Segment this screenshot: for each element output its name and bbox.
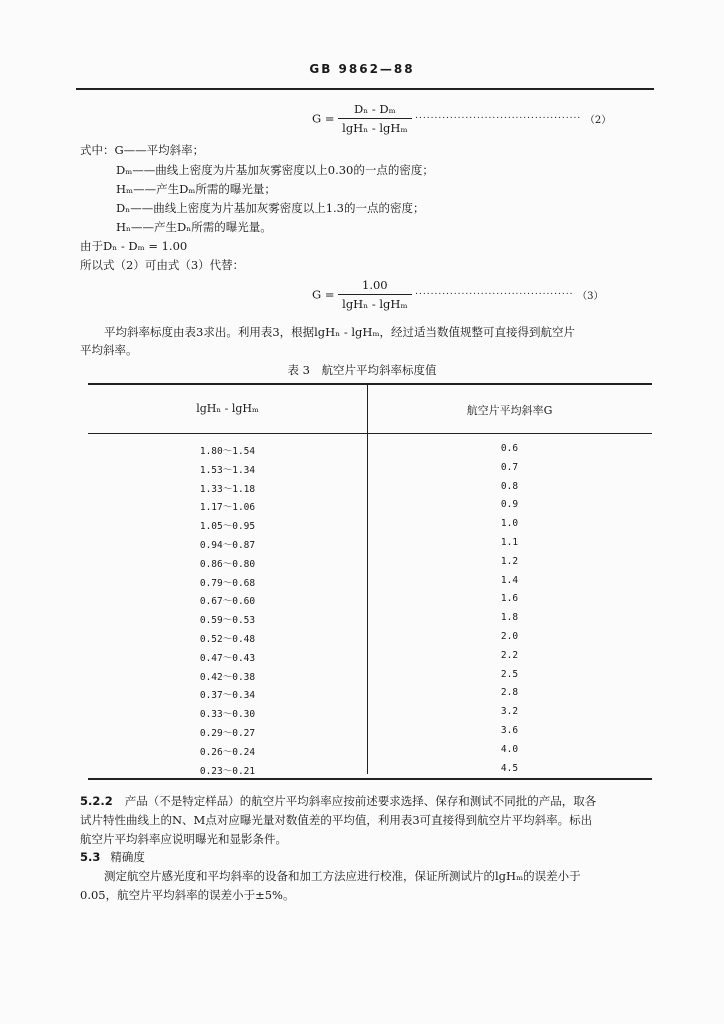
table-cell-range: 0.47～0.43	[199, 652, 256, 664]
table-cell-slope: 0.6	[500, 443, 519, 454]
formula-2-fraction	[338, 102, 411, 135]
replace-statement: 所以式（2）可由式（3）代替：	[80, 258, 245, 272]
table-cell-slope: 3.6	[500, 725, 519, 736]
formula-3-tag: （3）	[577, 291, 604, 302]
formula-3-lhs: G =	[312, 287, 335, 302]
section-5-2-2-line-2: 试片特性曲线上的N、M点对应曝光量对数值差的平均值，利用表3可直接得到航空片平均斜率。标出	[80, 813, 593, 827]
table-cell-range: 1.53～1.34	[199, 464, 256, 476]
table-row	[88, 687, 652, 706]
table-row	[88, 706, 652, 725]
table-cell-slope: 4.0	[500, 743, 519, 755]
table-row	[88, 481, 652, 500]
definitions-intro: 式中：G——平均斜率；	[80, 143, 205, 157]
table-cell-slope: 1.1	[500, 537, 519, 548]
formula-2-denominator: lgHₙ - lgHₘ	[342, 121, 408, 135]
table-cell-slope: 2.2	[500, 649, 519, 661]
standard-code-header: GB 9862—88	[309, 62, 415, 76]
table-cell-range: 1.33～1.18	[199, 483, 256, 495]
table-cell-range: 0.94～0.87	[199, 540, 256, 551]
formula-3-leader: ·········································	[415, 289, 574, 300]
table-cell-range: 0.37～0.34	[199, 690, 256, 702]
table-cell-range: 0.23～0.21	[199, 765, 256, 777]
section-5-3-title: 精确度	[110, 850, 145, 864]
table-row	[88, 462, 652, 481]
table-row	[88, 669, 652, 688]
slope-table	[88, 383, 652, 780]
since-statement: 由于Dₙ - Dₘ = 1.00	[80, 239, 188, 253]
formula-3-fraction	[338, 278, 411, 311]
definition-dm: Dₘ——曲线上密度为片基加灰雾密度以上0.30的一点的密度；	[116, 163, 434, 177]
table-cell-slope: 0.7	[500, 461, 519, 473]
formula-2-lhs: G =	[312, 111, 335, 126]
table-cell-range: 0.86～0.80	[199, 558, 256, 570]
table-cell-slope: 1.2	[500, 555, 519, 567]
table-cell-slope: 1.4	[500, 574, 519, 586]
table-cell-range: 0.79～0.68	[199, 577, 256, 589]
table-row	[88, 499, 652, 518]
table-cell-range: 0.67～0.60	[199, 596, 256, 608]
paragraph-line-2: 平均斜率。	[80, 343, 138, 357]
section-5-2-2-line-3: 航空片平均斜率应说明曝光和显影条件。	[80, 832, 287, 846]
formula-3-numerator: 1.00	[338, 278, 411, 295]
section-5-3-line-1: 测定航空片感光度和平均斜率的设备和加工方法应进行校准，保证所测试片的lgHₘ的误差小于	[104, 869, 581, 883]
table-row	[88, 575, 652, 594]
section-5-3-number: 5.3	[80, 850, 101, 864]
definition-dn: Dₙ——曲线上密度为片基加灰雾密度以上1.3的一点的密度；	[116, 201, 425, 215]
table-cell-slope: 1.8	[500, 612, 519, 624]
table-row	[88, 744, 652, 763]
table-row	[88, 593, 652, 612]
formula-2-leader: ···········································	[415, 113, 582, 124]
formula-2-tag: （2）	[584, 115, 612, 126]
table-cell-slope: 0.8	[500, 480, 519, 492]
table-cell-slope: 2.5	[500, 668, 519, 680]
table-cell-slope: 3.2	[500, 706, 519, 718]
table-cell-range: 1.05～0.95	[199, 521, 256, 533]
section-5-2-2-line-1: 5.2.2 产品（不是特定样品）的航空片平均斜率应按前述要求选择、保存和测试不同批的产品，取各	[80, 794, 597, 808]
definition-g: G——平均斜率；	[114, 143, 205, 157]
table-row	[88, 612, 652, 631]
table-cell-range: 0.59～0.53	[199, 615, 256, 627]
table-header-range: lgHₙ - lgHₘ	[196, 402, 259, 415]
table-cell-slope: 1.0	[500, 518, 519, 530]
formula-3	[312, 278, 662, 311]
paragraph-line-1: 平均斜率标度由表3求出。利用表3，根据lgHₙ - lgHₘ，经过适当数值规整可直接得到航空片	[104, 325, 575, 339]
table-row	[88, 650, 652, 669]
table-cell-range: 1.80～1.54	[199, 446, 256, 457]
table-cell-range: 1.17～1.06	[199, 502, 256, 514]
section-5-2-2-number: 5.2.2	[80, 794, 113, 808]
formula-2	[312, 102, 662, 135]
table-cell-slope: 1.6	[500, 593, 519, 605]
header-rule	[76, 88, 654, 90]
table-cell-range: 0.26～0.24	[199, 746, 256, 758]
formula-3-denominator: lgHₙ - lgHₘ	[342, 297, 408, 311]
section-5-3-line-2: 0.05，航空片平均斜率的误差小于±5%。	[80, 888, 295, 902]
table-cell-range: 0.29～0.27	[199, 728, 256, 739]
section-5-3-heading	[80, 849, 145, 865]
table-cell-range: 0.42～0.38	[199, 671, 256, 683]
table-row	[88, 443, 652, 462]
table-cell-range: 0.52～0.48	[199, 634, 256, 645]
table-row	[88, 556, 652, 575]
table-row	[88, 518, 652, 537]
table-header-rule	[88, 433, 652, 434]
table-caption: 表 3 航空片平均斜率标度值	[287, 363, 437, 377]
table-cell-slope: 4.5	[500, 762, 519, 774]
table-cell-slope: 2.8	[500, 687, 519, 699]
table-cell-slope: 2.0	[500, 631, 519, 642]
table-cell-slope: 0.9	[500, 499, 519, 511]
table-row	[88, 725, 652, 744]
formula-2-numerator: Dₙ - Dₘ	[338, 102, 411, 119]
table-cell-range: 0.33～0.30	[199, 709, 256, 721]
table-row	[88, 537, 652, 556]
table-row	[88, 763, 652, 782]
definition-hm: Hₘ——产生Dₘ所需的曝光量；	[116, 182, 276, 196]
definition-hn: Hₙ——产生Dₙ所需的曝光量。	[116, 220, 272, 234]
table-row	[88, 631, 652, 650]
table-header-slope: 航空片平均斜率G	[466, 404, 553, 417]
